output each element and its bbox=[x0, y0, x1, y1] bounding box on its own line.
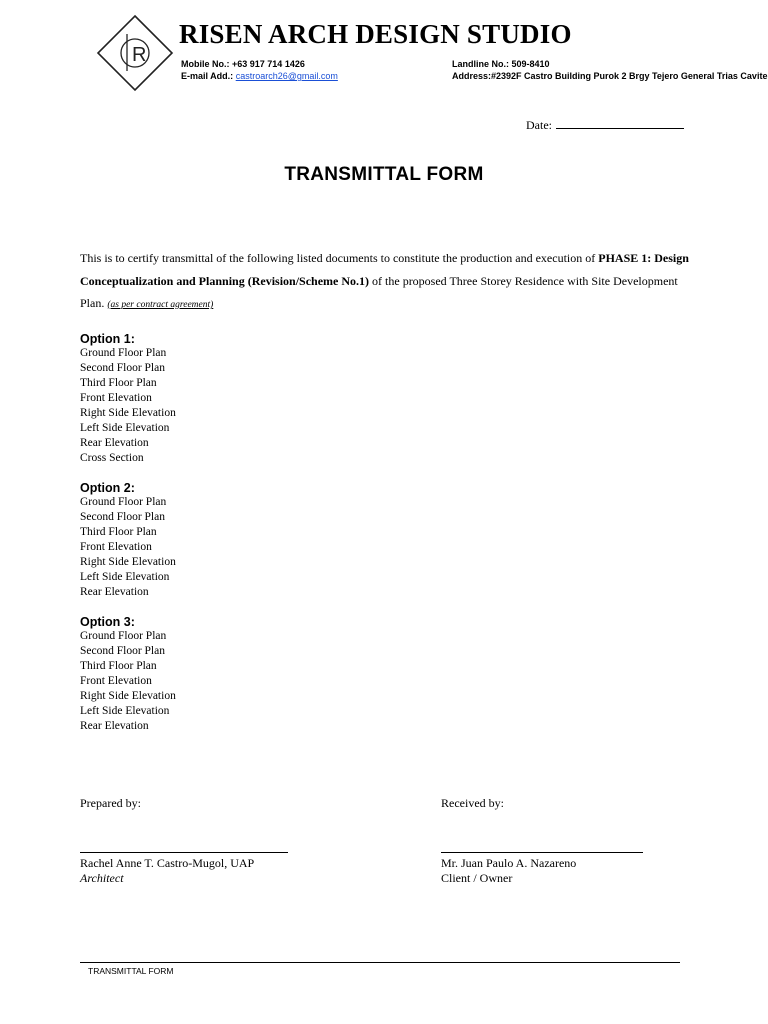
received-signature-line bbox=[441, 852, 643, 853]
list-item: Ground Floor Plan bbox=[80, 347, 167, 359]
date-field[interactable] bbox=[556, 118, 684, 129]
paragraph-lead: This is to certify transmittal of the following listed documents to constitute the production and execution of bbox=[80, 251, 599, 265]
prepared-role: Architect bbox=[80, 871, 124, 885]
footer-text: TRANSMITTAL FORM bbox=[88, 966, 174, 976]
mobile-info bbox=[181, 59, 305, 69]
list-item: Rear Elevation bbox=[80, 586, 149, 598]
footer-divider bbox=[80, 962, 680, 963]
received-role: Client / Owner bbox=[441, 871, 513, 885]
date-row bbox=[526, 118, 684, 133]
option-list bbox=[80, 629, 176, 734]
list-item: Front Elevation bbox=[80, 541, 152, 553]
list-item: Third Floor Plan bbox=[80, 660, 157, 672]
received-by-label: Received by: bbox=[441, 796, 504, 810]
company-name: RISEN ARCH DESIGN STUDIO bbox=[179, 19, 572, 49]
list-item: Left Side Elevation bbox=[80, 422, 170, 434]
list-item: Cross Section bbox=[80, 452, 144, 464]
prepared-name: Rachel Anne T. Castro-Mugol, UAP bbox=[80, 856, 255, 870]
received-name: Mr. Juan Paulo A. Nazareno bbox=[441, 856, 577, 870]
option-block bbox=[80, 615, 176, 734]
paragraph-phase: PHASE 1: Design Conceptualization and Planning (Revision/Scheme No.1) bbox=[80, 251, 689, 288]
option-block bbox=[80, 332, 176, 466]
list-item: Front Elevation bbox=[80, 392, 152, 404]
email-info bbox=[181, 71, 338, 81]
certification-paragraph bbox=[80, 247, 690, 317]
list-item: Right Side Elevation bbox=[80, 690, 176, 702]
list-item: Second Floor Plan bbox=[80, 645, 165, 657]
landline-label: Landline No.: bbox=[452, 59, 509, 69]
option-heading: Option 1: bbox=[80, 332, 135, 346]
option-heading: Option 2: bbox=[80, 481, 135, 495]
email-label: E-mail Add.: bbox=[181, 71, 234, 81]
paragraph-mid: of the proposed Three Storey Residence with Site Development Plan. bbox=[80, 273, 678, 310]
list-item: Front Elevation bbox=[80, 675, 152, 687]
address-value: #2392F Castro Building Purok 2 Brgy Tejero General Trias Cavite bbox=[491, 71, 768, 81]
logo-monogram: R bbox=[132, 44, 147, 66]
list-item: Left Side Elevation bbox=[80, 705, 170, 717]
landline-value: 509-8410 bbox=[511, 59, 550, 69]
prepared-by-label: Prepared by: bbox=[80, 796, 141, 810]
list-item: Second Floor Plan bbox=[80, 511, 165, 523]
form-title: TRANSMITTAL FORM bbox=[284, 164, 484, 185]
option-heading: Option 3: bbox=[80, 615, 135, 629]
list-item: Right Side Elevation bbox=[80, 556, 176, 568]
address-label: Address: bbox=[452, 71, 492, 81]
date-label: Date: bbox=[526, 118, 552, 132]
list-item: Second Floor Plan bbox=[80, 362, 165, 374]
option-list bbox=[80, 346, 176, 466]
address-info bbox=[452, 71, 767, 81]
list-item: Ground Floor Plan bbox=[80, 496, 167, 508]
list-item: Left Side Elevation bbox=[80, 571, 170, 583]
list-item: Ground Floor Plan bbox=[80, 630, 167, 642]
landline-info bbox=[452, 59, 550, 69]
list-item: Right Side Elevation bbox=[80, 407, 176, 419]
list-item: Third Floor Plan bbox=[80, 377, 157, 389]
list-item: Rear Elevation bbox=[80, 720, 149, 732]
email-link[interactable]: castroarch26@gmail.com bbox=[235, 71, 338, 81]
paragraph-note: (as per contract agreement) bbox=[107, 300, 214, 310]
list-item: Third Floor Plan bbox=[80, 526, 157, 538]
list-item: Rear Elevation bbox=[80, 437, 149, 449]
option-list bbox=[80, 495, 176, 600]
option-block bbox=[80, 481, 176, 600]
mobile-label: Mobile No.: bbox=[181, 59, 230, 69]
mobile-value: +63 917 714 1426 bbox=[232, 59, 305, 69]
company-logo-icon bbox=[96, 14, 174, 92]
prepared-signature-line bbox=[80, 852, 288, 853]
